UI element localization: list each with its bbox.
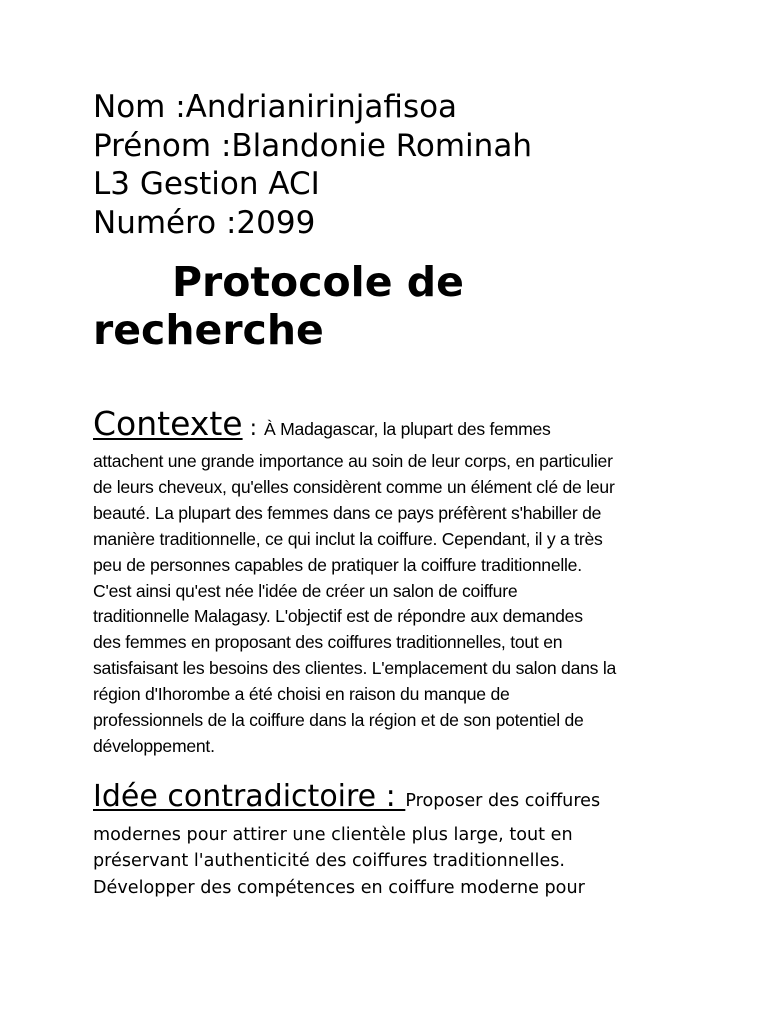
contexte-colon: : [242, 416, 264, 441]
student-name-line: Nom :Andrianirinjafisoa [93, 89, 458, 125]
idee-text-line: préservant l'authenticité des coiffures traditionnelles. [93, 851, 566, 872]
contexte-heading: Contexte [93, 404, 243, 443]
contexte-text-line: satisfaisant les besoins des clientes. L'emplacement du salon dans la [93, 658, 617, 679]
idee-contradictoire-section [93, 776, 693, 901]
idee-text-line: Développer des compétences en coiffure moderne pour [93, 877, 585, 898]
idee-first-line [93, 776, 693, 822]
contexte-text-line: professionnels de la coiffure dans la région et de son potentiel de [93, 710, 584, 731]
student-info [93, 88, 683, 242]
idee-text-line: Proposer des coiffures [405, 791, 601, 811]
contexte-section [93, 404, 683, 760]
contexte-first-line [93, 404, 683, 449]
contexte-text-line: beauté. La plupart des femmes dans ce pays préfèrent s'habiller de [93, 502, 602, 523]
contexte-text-line: C'est ainsi qu'est née l'idée de créer un salon de coiffure [93, 580, 518, 601]
contexte-text-line: manière traditionnelle, ce qui inclut la coiffure. Cependant, il y a très [93, 528, 603, 549]
idee-heading: Idée contradictoire : [93, 779, 406, 814]
contexte-text-line: région d'Ihorombe a été choisi en raison du manque de [93, 684, 510, 705]
contexte-text-line: traditionnelle Malagasy. L'objectif est de répondre aux demandes [93, 606, 583, 627]
contexte-text-line: À Madagascar, la plupart des femmes [264, 419, 551, 439]
student-class-line: L3 Gestion ACI [93, 166, 320, 202]
contexte-text-line: de leurs cheveux, qu'elles considèrent comme un élément clé de leur [93, 476, 615, 497]
contexte-text-line: développement. [93, 735, 215, 756]
student-firstname-line: Prénom :Blandonie Rominah [93, 127, 532, 164]
idee-text-line: modernes pour attirer une clientèle plus large, tout en [93, 825, 573, 845]
contexte-text-line: des femmes en proposant des coiffures traditionnelles, tout en [93, 632, 563, 653]
contexte-text-line: peu de personnes capables de pratiquer la coiffure traditionnelle. [93, 554, 582, 575]
document-title: Protocole de recherche [93, 258, 464, 354]
student-number-line: Numéro :2099 [93, 204, 316, 241]
contexte-text-line: attachent une grande importance au soin de leur corps, en particulier [93, 451, 613, 471]
